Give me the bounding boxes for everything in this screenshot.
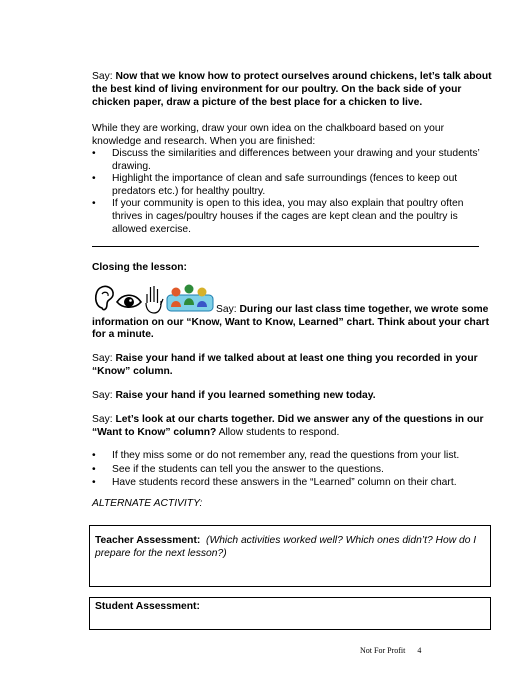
- closing-say-3: Say: Raise your hand if you learned something new today.: [92, 390, 376, 401]
- intro-paragraph: [92, 70, 492, 109]
- student-assessment-box: [89, 597, 491, 630]
- closing-say-4: Say: Let’s look at our charts together. Did we answer any of the questions in our “Want to Know” column? Allow students to respond.: [92, 414, 484, 438]
- bullet-icon: •: [92, 148, 96, 159]
- page-footer: [360, 646, 421, 655]
- list-item: • Discuss the similarities and differences between your drawing and your students’ drawing.: [92, 148, 480, 172]
- section-divider: [92, 246, 479, 247]
- list-item: • Have students record these answers in the “Learned” column on their chart.: [92, 477, 457, 488]
- say-label: Say:: [92, 71, 116, 82]
- teacher-assessment-prompt: (Which activities worked well? Which ones didn’t? How do I prepare for the next lesson?): [95, 535, 477, 559]
- list-item: • Highlight the importance of clean and safe surroundings (fences to keep out predators etc.) for healthy poultry.: [92, 173, 458, 197]
- bullet-icon: •: [92, 477, 96, 488]
- list-item: • If your community is open to this idea, you may also explain that poultry often thrives in cages/poultry houses if the cages are kept clean and the poultry is allowed exercise.: [92, 198, 464, 235]
- list-item: • If they miss some or do not remember any, read the questions from your list.: [92, 450, 460, 461]
- alternate-activity-label: ALTERNATE ACTIVITY:: [92, 498, 203, 509]
- teacher-assessment-label: Teacher Assessment:: [95, 535, 201, 546]
- teacher-steps-list: [92, 148, 492, 236]
- student-assessment-label: Student Assessment:: [95, 601, 200, 612]
- chart-steps-list: [92, 449, 492, 490]
- footer-text: Not For Profit: [360, 646, 406, 655]
- bullet-icon: •: [92, 198, 96, 210]
- closing-say-2: Say: Raise your hand if we talked about at least one thing you recorded in your “Know” column.: [92, 353, 478, 377]
- bullet-icon: •: [92, 463, 96, 475]
- teacher-assessment-box: [89, 525, 491, 587]
- intro-say-text: Now that we know how to protect ourselves around chickens, let’s talk about the best kind of living environment for our poultry. On the back side of your chicken paper, draw a picture of the best place for a chicken to live.: [92, 71, 492, 108]
- bullet-icon: •: [92, 173, 96, 185]
- closing-heading: Closing the lesson:: [92, 262, 187, 273]
- bullet-icon: •: [92, 450, 96, 461]
- page-number: 4: [417, 646, 422, 655]
- closing-say-1: Say: During our last class time together, we wrote some information on our “Know, Want to Know, Learned” chart. Think about your chart for a minute.: [92, 304, 489, 341]
- while-working-paragraph: While they are working, draw your own idea on the chalkboard based on your knowledge and research. When you are finished:: [92, 123, 445, 147]
- list-item: • See if the students can tell you the answer to the questions.: [92, 463, 384, 475]
